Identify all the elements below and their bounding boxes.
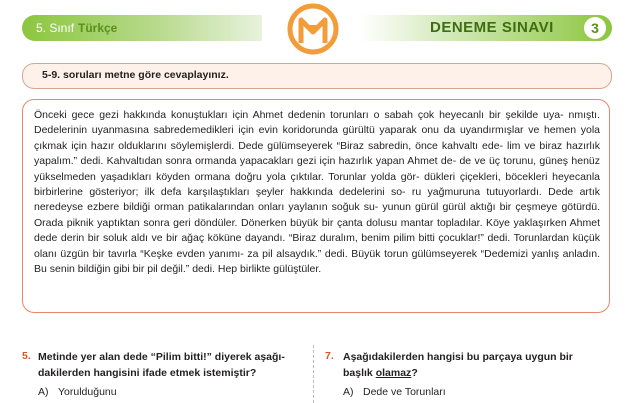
passage-line: dükleri çiçekleri, böcekleri heyecanla birbirlerine gösteriyor; ilk defa karşılaştıkları şeyler hakkında dedelerini so- <box>34 170 600 199</box>
passage-line: nmıştı. Dedelerinin uyanmasına sabredemedikleri için evin koridorunda gürültü yaparak onu da uyandırmışlar ve <box>34 109 601 137</box>
instruction-box <box>22 63 612 89</box>
question-7-number: 7. <box>325 350 334 362</box>
question-5-option-a-text[interactable]: Yorulduğunu <box>58 386 117 398</box>
question-7-line-2-prefix: başlık <box>343 366 373 379</box>
instruction-text: 5-9. soruları metne göre cevaplayınız. <box>42 69 229 81</box>
passage-line: “Biraz duralım, benim pilim bitti çocuklar!” dedi. Torunlardan küçük olanı üzgün bir tavırla “Keşke evden yanımı- <box>34 232 600 260</box>
passage-line: Önceki gece gezi hakkında konuştukları için Ahmet dedenin torunları o sabah çok heyecanlı bir şekilde uya- <box>34 109 564 121</box>
publisher-logo-icon <box>283 3 343 55</box>
header-right-bar <box>360 15 612 41</box>
grade-label: 5. Sınıf <box>36 21 75 35</box>
passage-line: dedi. Hep birlikte gülüştüler. <box>192 263 322 276</box>
question-7-line-1: Aşağıdakilerden hangisi bu parçaya uygun bir <box>343 351 573 363</box>
page-number-badge: 3 <box>584 17 606 39</box>
question-5-line-2: dakilerden hangisini ifade etmek istemiştir? <box>38 366 257 379</box>
question-7-line-2 <box>343 366 573 382</box>
question-7-negation: olamaz <box>375 366 412 379</box>
reading-passage <box>22 99 610 313</box>
exam-title: DENEME SINAVI <box>430 19 554 36</box>
question-7-option-a-text[interactable]: Dede ve Torunları <box>363 386 446 398</box>
question-7-text <box>343 350 573 381</box>
column-divider <box>313 345 314 403</box>
passage-line: yunun gürül gürül aktığı bir çeşmeye götürdü. Orada piknik yaptıktan sonra geri döndüler. Dönerken büyük bir <box>34 201 600 229</box>
header-left-bar <box>22 15 262 41</box>
passage-line: de ve üç torunu, güneş henüz yükselmeden yaşadıkları köyden ormana doğru yola çıktılar. Torunlar yolda gör- <box>34 155 600 183</box>
passage-line: hemen yola çıkmak için hazır olduklarını söylemişlerdi. Dede gülümseyerek “Biraz sabredin, önce kahvaltı ede- <box>34 124 600 152</box>
passage-line: çanta dolusu mantar topladılar. Köye yaklaşırken Ahmet dede derin bir soluk aldı ve bir ağaç köküne dayandı. <box>34 216 601 245</box>
question-7-option-a-label[interactable]: A) <box>343 386 354 398</box>
passage-line: lim ve biraz hazırlık yapalım.” dedi. Kahvaltıdan sonra ormanda yapacakları gezi için hazırlık yapan Ahmet de- <box>34 139 600 168</box>
question-5-text <box>38 350 285 381</box>
question-5-option-a-label[interactable]: A) <box>38 386 49 398</box>
passage-line: ru yağmuruna tutuyorlardı. Dede artık neredeyse ezbere bildiği orman patikalarından onları yaylanın soğuk su- <box>34 186 600 214</box>
passage-line: za pil alsaydık.” dedi. Büyük torun gülümseyerek “Dedemizi yanlış anladın. Bu senin bildiğin gibi bir pil değil.” <box>34 247 601 276</box>
question-7-line-2-suffix: ? <box>411 366 418 379</box>
question-5-number: 5. <box>22 350 31 362</box>
subject-label: Türkçe <box>78 21 118 35</box>
question-5-line-1: Metinde yer alan dede “Pilim bitti!” diyerek aşağı- <box>38 351 285 363</box>
passage-text <box>34 108 600 277</box>
